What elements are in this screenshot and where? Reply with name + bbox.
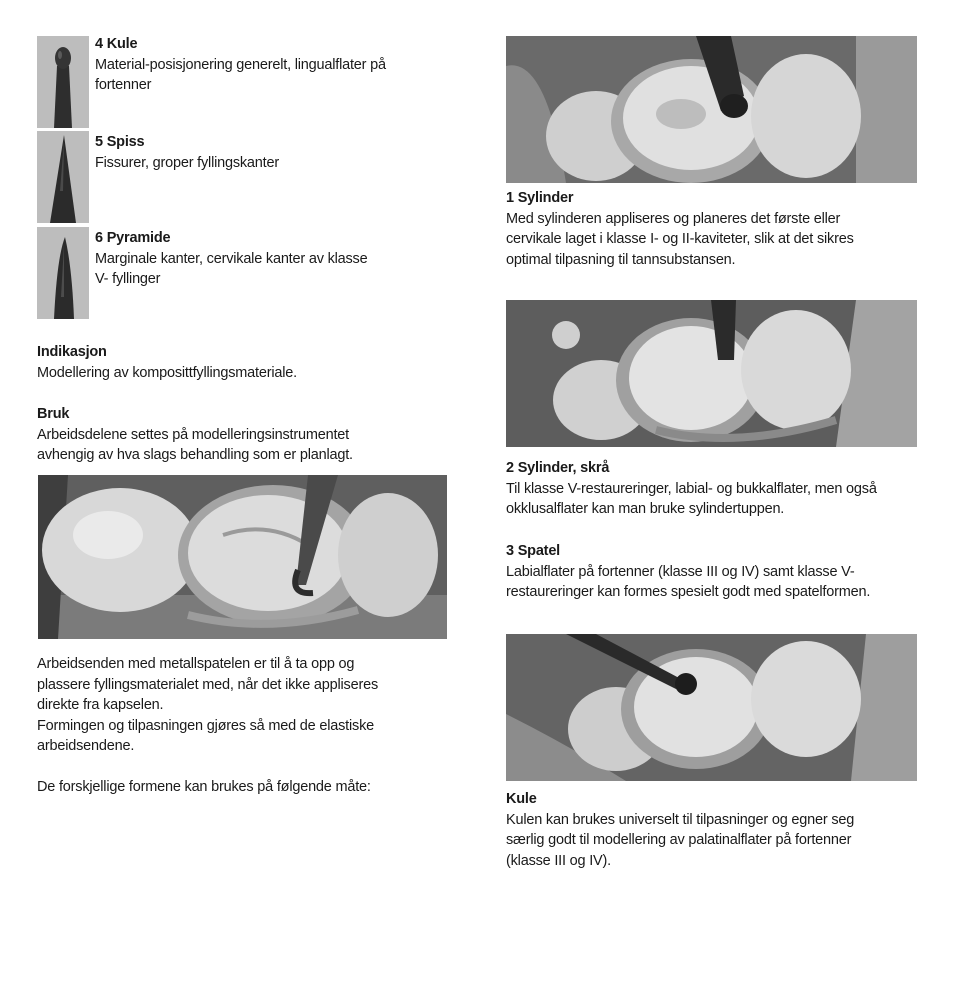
tip-image-kule	[37, 36, 89, 128]
section-heading: 2 Sylinder, skrå	[506, 460, 610, 476]
paragraph-line: De forskjellige formene kan brukes på følgende måte:	[37, 779, 371, 795]
paragraph-line: Modellering av komposittfyllingsmateriale.	[37, 364, 297, 381]
section-heading: Kule	[506, 791, 537, 807]
paragraph-line: Arbeidsdelene settes på modelleringsinstrumentet	[37, 426, 349, 443]
photo-sylinder-skra	[506, 300, 917, 447]
tip-title: 5 Spiss	[95, 134, 145, 150]
paragraph-line: Til klasse V-restaureringer, labial- og bukkalflater, men også	[506, 480, 877, 497]
photo-metal-spatula-filling	[38, 475, 447, 639]
photo-sylinder	[506, 36, 917, 183]
section-sylinder	[506, 188, 854, 270]
tip-text-line: Fissurer, groper fyllingskanter	[95, 154, 279, 171]
paragraph-line: Formingen og tilpasningen gjøres så med de elastiske	[37, 717, 374, 734]
paragraph-line: Labialflater på fortenner (klasse III og IV) samt klasse V-	[506, 563, 855, 580]
section-sylinder-skra	[506, 458, 877, 520]
tip-description-spiss	[95, 132, 279, 173]
paragraph-line: okklusalflater kan man bruke sylindertuppen.	[506, 501, 785, 517]
paragraph-line: (klasse III og IV).	[506, 852, 611, 869]
paragraph-forskjellige	[37, 777, 371, 798]
tip-text-line: fortenner	[95, 77, 152, 93]
section-heading: 1 Sylinder	[506, 190, 574, 206]
section-heading: Indikasjon	[37, 344, 107, 360]
tip-image-pyramide	[37, 227, 89, 319]
tip-title: 4 Kule	[95, 36, 138, 52]
paragraph-line: cervikale laget i klasse I- og II-kaviteter, slik at det sikres	[506, 231, 854, 247]
tip-description-kule	[95, 34, 386, 96]
photo-kule	[506, 634, 917, 781]
paragraph-line: restaureringer kan formes spesielt godt med spatelformen.	[506, 584, 871, 600]
paragraph-line: arbeidsendene.	[37, 738, 135, 754]
tip-text-line: Marginale kanter, cervikale kanter av klasse	[95, 250, 368, 267]
paragraph-line: optimal tilpasning til tannsubstansen.	[506, 251, 736, 268]
paragraph-line: særlig godt til modellering av palatinalflater på fortenner	[506, 832, 852, 848]
section-spatel	[506, 541, 870, 603]
paragraph-arbeidsenden	[37, 654, 378, 757]
section-bruk	[37, 404, 353, 466]
paragraph-line: Med sylinderen appliseres og planeres det første eller	[506, 210, 841, 227]
paragraph-line: avhengig av hva slags behandling som er planlagt.	[37, 447, 353, 463]
section-kule	[506, 789, 854, 871]
paragraph-line: Kulen kan brukes universelt til tilpasninger og egner seg	[506, 811, 855, 828]
tip-description-pyramide	[95, 228, 367, 290]
tip-text-line: Material-posisjonering generelt, lingualflater på	[95, 56, 386, 73]
tip-title: 6 Pyramide	[95, 230, 171, 246]
paragraph-line: Arbeidsenden med metallspatelen er til å ta opp og	[37, 656, 355, 672]
paragraph-line: plassere fyllingsmaterialet med, når det ikke appliseres	[37, 676, 378, 693]
section-indikasjon	[37, 342, 297, 383]
section-heading: Bruk	[37, 406, 70, 422]
tip-image-spiss	[37, 131, 89, 223]
tip-text-line: V- fyllinger	[95, 271, 161, 287]
paragraph-line: direkte fra kapselen.	[37, 697, 164, 713]
section-heading: 3 Spatel	[506, 543, 561, 559]
